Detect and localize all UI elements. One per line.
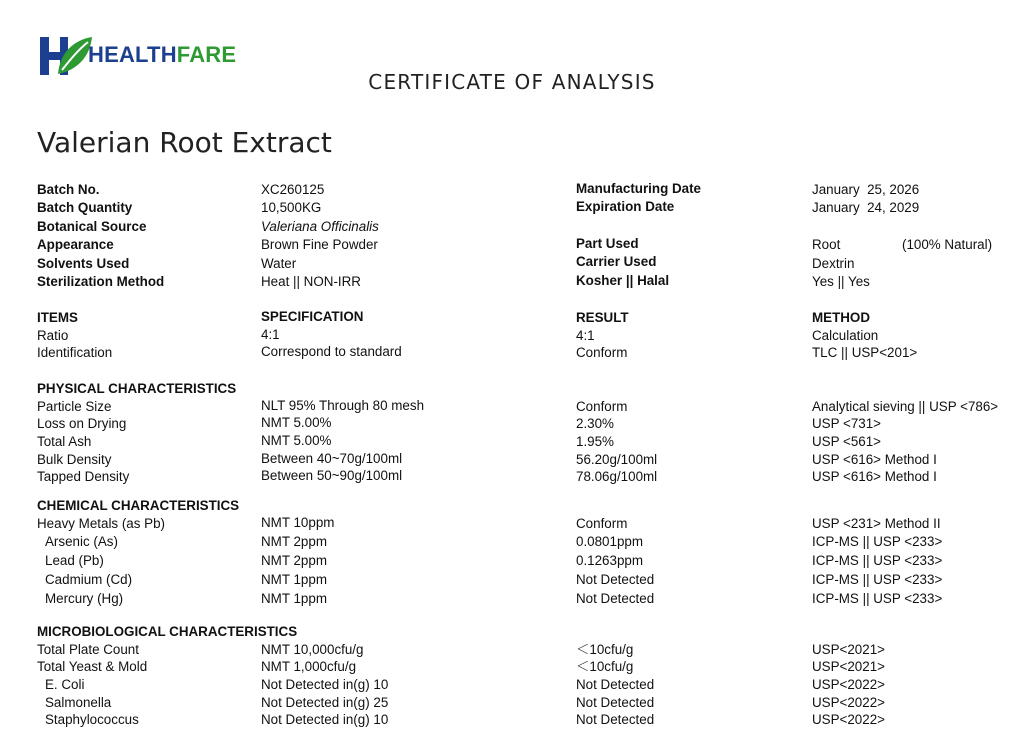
table-row-result: 4:1: [576, 328, 595, 343]
table-row-item: Cadmium (Cd): [45, 572, 133, 587]
table-row-method: Calculation: [812, 328, 879, 343]
logo-text-health: HEALTH: [88, 42, 177, 67]
solvents-used-value: Water: [261, 256, 297, 271]
column-header-method: METHOD: [812, 310, 871, 325]
table-row-spec: NMT 1,000cfu/g: [261, 659, 357, 674]
table-row-spec: NMT 1ppm: [261, 572, 327, 587]
table-row-item: Ratio: [37, 328, 69, 343]
table-row-method: ICP-MS || USP <233>: [812, 553, 943, 568]
table-row-method: USP<2022>: [812, 695, 885, 710]
table-row-spec: 4:1: [261, 327, 280, 342]
table-row-item: Loss on Drying: [37, 416, 127, 431]
table-row-spec: NLT 95% Through 80 mesh: [261, 398, 425, 413]
appearance-value: Brown Fine Powder: [261, 237, 378, 252]
part-used-extra: (100% Natural): [902, 237, 993, 252]
product-name: Valerian Root Extract: [37, 126, 332, 159]
logo-wordmark: [88, 42, 236, 68]
table-row-spec: Correspond to standard: [261, 344, 402, 359]
part-used-label: Part Used: [576, 236, 639, 251]
batch-no-label: Batch No.: [37, 182, 100, 197]
table-row-result: 1.95%: [576, 434, 614, 449]
table-row-method: ICP-MS || USP <233>: [812, 591, 943, 606]
table-row-result: Not Detected: [576, 572, 655, 587]
solvents-used-label: Solvents Used: [37, 256, 130, 271]
table-row-result: 78.06g/100ml: [576, 469, 658, 484]
manufacturing-date-value: January 25, 2026: [812, 182, 920, 197]
table-row-item: Tapped Density: [37, 469, 130, 484]
table-row-item: Total Plate Count: [37, 642, 139, 657]
table-row-method: USP<2021>: [812, 642, 885, 657]
carrier-used-value: Dextrin: [812, 256, 855, 271]
table-row-spec: NMT 5.00%: [261, 433, 332, 448]
table-row-spec: NMT 10,000cfu/g: [261, 642, 364, 657]
table-row-item: Identification: [37, 345, 113, 360]
column-header-items: ITEMS: [37, 310, 78, 325]
table-row-result: Not Detected: [576, 591, 655, 606]
logo-text-fare: FARE: [176, 42, 237, 67]
table-row-spec: NMT 5.00%: [261, 415, 332, 430]
table-row-spec: Between 50~90g/100ml: [261, 468, 403, 483]
table-row-method: USP <731>: [812, 416, 881, 431]
table-row-method: USP <616> Method I: [812, 469, 937, 484]
table-row-result: Not Detected: [576, 695, 655, 710]
batch-quantity-label: Batch Quantity: [37, 200, 133, 215]
table-row-item: Mercury (Hg): [45, 591, 124, 606]
table-row-method: USP<2021>: [812, 659, 885, 674]
column-header-result: RESULT: [576, 310, 629, 325]
table-row-result: 2.30%: [576, 416, 614, 431]
sterilization-method-label: Sterilization Method: [37, 274, 165, 289]
table-row-method: USP<2022>: [812, 712, 885, 727]
kosher-halal-value: Yes || Yes: [812, 274, 870, 289]
table-row-item: E. Coli: [45, 677, 85, 692]
table-row-result: 0.1263ppm: [576, 553, 644, 568]
sterilization-method-value: Heat || NON-IRR: [261, 274, 361, 289]
table-row-method: TLC || USP<201>: [812, 345, 918, 360]
table-row-result: Conform: [576, 516, 628, 531]
table-row-method: ICP-MS || USP <233>: [812, 534, 943, 549]
table-row-result: Conform: [576, 345, 628, 360]
table-row-item: Heavy Metals (as Pb): [37, 516, 165, 531]
botanical-source-label: Botanical Source: [37, 219, 147, 234]
table-row-method: USP<2022>: [812, 677, 885, 692]
kosher-halal-label: Kosher || Halal: [576, 273, 670, 288]
table-row-item: Total Yeast & Mold: [37, 659, 148, 674]
table-row-item: Arsenic (As): [45, 534, 118, 549]
section-title-physical: PHYSICAL CHARACTERISTICS: [37, 381, 237, 396]
manufacturing-date-label: Manufacturing Date: [576, 181, 701, 196]
expiration-date-value: January 24, 2029: [812, 200, 920, 215]
table-row-item: Total Ash: [37, 434, 92, 449]
table-row-result: ＜10cfu/g: [576, 642, 634, 657]
table-row-result: Not Detected: [576, 677, 655, 692]
expiration-date-label: Expiration Date: [576, 199, 675, 214]
table-row-method: USP <616> Method I: [812, 452, 937, 467]
appearance-label: Appearance: [37, 237, 114, 252]
table-row-method: ICP-MS || USP <233>: [812, 572, 943, 587]
table-row-spec: NMT 2ppm: [261, 553, 327, 568]
document-title: CERTIFICATE OF ANALYSIS: [368, 70, 656, 94]
batch-quantity-value: 10,500KG: [261, 200, 322, 215]
table-row-item: Bulk Density: [37, 452, 112, 467]
table-row-spec: Not Detected in(g) 10: [261, 677, 389, 692]
batch-no-value: XC260125: [261, 182, 325, 197]
carrier-used-label: Carrier Used: [576, 254, 657, 269]
table-row-spec: Not Detected in(g) 10: [261, 712, 389, 727]
table-row-result: Conform: [576, 399, 628, 414]
table-row-result: ＜10cfu/g: [576, 659, 634, 674]
table-row-method: Analytical sieving || USP <786>: [812, 399, 999, 414]
table-row-result: 0.0801ppm: [576, 534, 644, 549]
table-row-spec: Between 40~70g/100ml: [261, 451, 403, 466]
part-used-value: Root: [812, 237, 841, 252]
table-row-spec: NMT 1ppm: [261, 591, 327, 606]
table-row-item: Particle Size: [37, 399, 112, 414]
table-row-method: USP <231> Method II: [812, 516, 941, 531]
table-row-spec: NMT 10ppm: [261, 515, 335, 530]
table-row-item: Salmonella: [45, 695, 112, 710]
table-row-result: Not Detected: [576, 712, 655, 727]
column-header-specification: SPECIFICATION: [261, 309, 364, 324]
table-row-item: Lead (Pb): [45, 553, 104, 568]
botanical-source-value: Valeriana Officinalis: [261, 219, 379, 234]
section-title-microbiological: MICROBIOLOGICAL CHARACTERISTICS: [37, 624, 298, 639]
table-row-item: Staphylococcus: [45, 712, 139, 727]
table-row-spec: Not Detected in(g) 25: [261, 695, 389, 710]
table-row-spec: NMT 2ppm: [261, 534, 327, 549]
table-row-method: USP <561>: [812, 434, 881, 449]
section-title-chemical: CHEMICAL CHARACTERISTICS: [37, 498, 240, 513]
table-row-result: 56.20g/100ml: [576, 452, 658, 467]
